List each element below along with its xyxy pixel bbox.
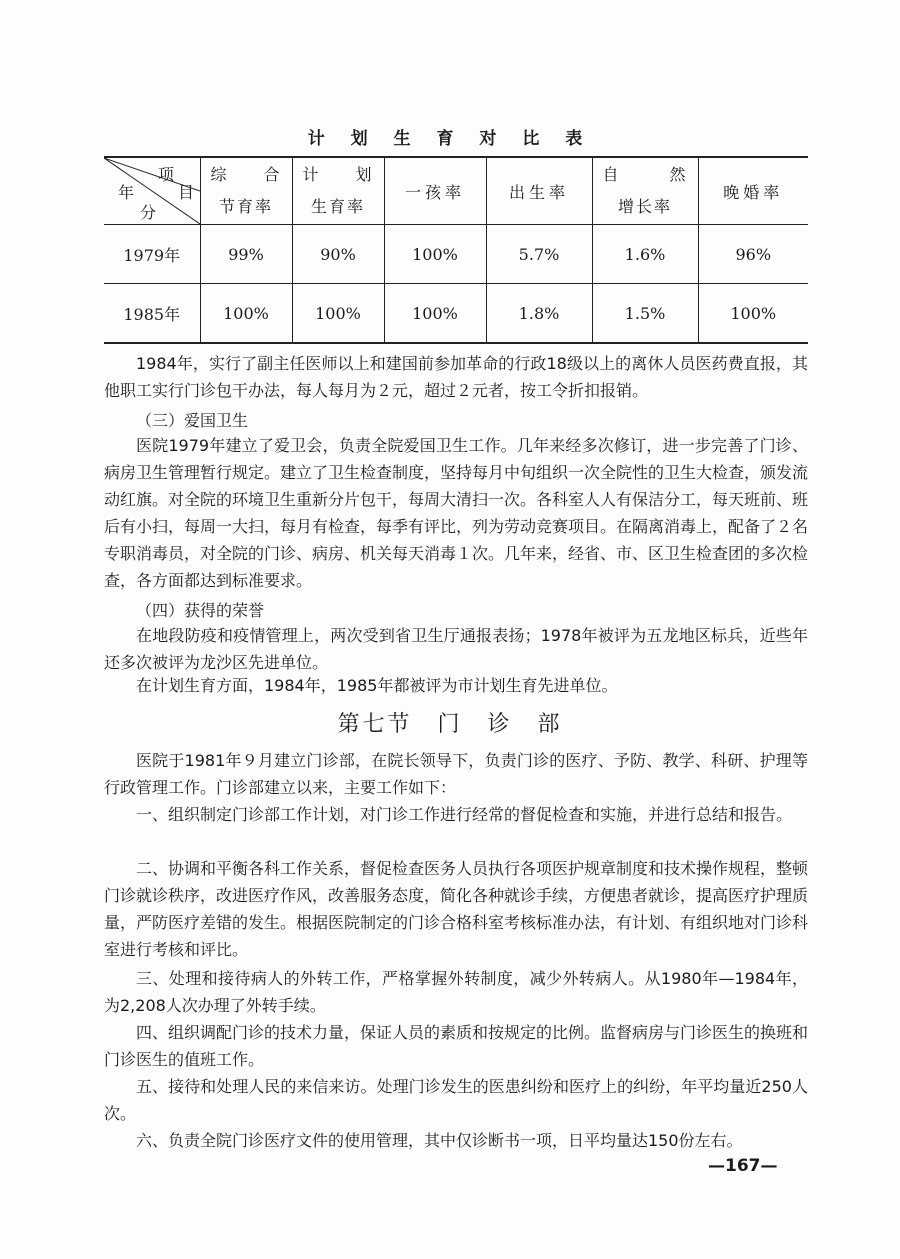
table-cell: 1.6% xyxy=(592,225,698,284)
corner-label-item: 项 xyxy=(158,165,175,184)
family-planning-comparison-table xyxy=(104,156,808,344)
table-cell: 100% xyxy=(384,225,486,284)
table-cell: 100% xyxy=(200,284,292,344)
list-item: 六、负责全院门诊医疗文件的使用管理，其中仅诊断书一项，日平均量达150份左右。 xyxy=(136,1131,743,1150)
col-header-late-marriage: 晚婚率 xyxy=(698,157,808,225)
page-number: —167— xyxy=(708,1156,778,1176)
col-header-contraception: 综 合 节育率 xyxy=(200,157,292,225)
paragraph-family-planning: 在计划生育方面，1984年，1985年都被评为市计划生育先进单位。 xyxy=(136,676,618,695)
table-cell: 5.7% xyxy=(486,225,592,284)
paragraph-honors: 在地段防疫和疫情管理上，两次受到省卫生厅通报表扬；1978年被评为五龙地区标兵，近些年还多次被评为龙沙区先进单位。 xyxy=(104,626,808,672)
table-cell: 99% xyxy=(200,225,292,284)
subheading-patriotic-hygiene: （三）爱国卫生 xyxy=(136,411,249,430)
corner-label-year: 年 xyxy=(118,183,135,202)
table-title: 计 划 生 育 对 比 表 xyxy=(307,129,593,149)
col-header-one-child: 一孩率 xyxy=(384,157,486,225)
list-item: 二、协调和平衡各科工作关系，督促检查医务人员执行各项医护规章制度和技术操作规程，整顿门诊就诊秩序，改进医疗作风，改善服务态度，简化各种就诊手续，方便患者就诊，提高医疗护理质量，严防医疗差错的发生。根据医院制定的门诊合格科室考核标准办法，有计划、有组织地对门诊科室进行考核和评比。 xyxy=(104,859,809,959)
col-header-natural-growth: 自 然 增长率 xyxy=(592,157,698,225)
row-year: 1985年 xyxy=(123,304,181,324)
list-item: 四、组织调配门诊的技术力量，保证人员的素质和按规定的比例。监督病房与门诊医生的换班和门诊医生的值班工作。 xyxy=(104,1023,809,1069)
table-cell: 100% xyxy=(292,284,384,344)
corner-header-cell xyxy=(104,157,200,225)
col-header-birth-rate: 出生率 xyxy=(486,157,592,225)
section-title: 第七节 门 诊 部 xyxy=(337,712,563,737)
list-item: 五、接待和处理人民的来信来访。处理门诊发生的医患纠纷和医疗上的纠纷，年平均量近250人次。 xyxy=(104,1077,808,1123)
table-cell: 1.8% xyxy=(486,284,592,344)
paragraph-outpatient-intro: 医院于1981年９月建立门诊部，在院长领导下，负责门诊的医疗、予防、教学、科研、护理等行政管理工作。门诊部建立以来，主要工作如下： xyxy=(104,751,808,797)
list-item: 三、处理和接待病人的外转工作，严格掌握外转制度，减少外转病人。从1980年—1984年，为2,208人次办理了外转手续。 xyxy=(104,969,808,1015)
corner-label-fen: 分 xyxy=(140,203,157,222)
corner-label-mu: 目 xyxy=(178,183,195,202)
table-cell: 100% xyxy=(384,284,486,344)
table-cell: 96% xyxy=(698,225,808,284)
table-cell: 1.5% xyxy=(592,284,698,344)
subheading-honors: （四）获得的荣誉 xyxy=(136,601,265,620)
table-cell: 100% xyxy=(698,284,808,344)
row-year: 1979年 xyxy=(123,245,181,265)
col-header-planned-birth: 计 划 生育率 xyxy=(292,157,384,225)
paragraph-hygiene: 医院1979年建立了爱卫会，负责全院爱国卫生工作。几年来经多次修订，进一步完善了门诊、病房卫生管理暂行规定。建立了卫生检查制度，坚持每月中旬组织一次全院性的卫生大检查，颁发流动红旗。对全院的环境卫生重新分片包干，每周大清扫一次。各科室人人有保洁分工，每天班前、班后有小扫，每周一大扫，每月有检查，每季有评比，列为劳动竞赛项目。在隔离消毒上，配备了２名专职消毒员，对全院的门诊、病房、机关每天消毒１次。几年来，经省、市、区卫生检查团的多次检查，各方面都达到标准要求。 xyxy=(104,436,809,590)
list-item: 一、组织制定门诊部工作计划，对门诊工作进行经常的督促检查和实施，并进行总结和报告。 xyxy=(136,805,793,824)
table-row xyxy=(104,284,808,344)
table-cell: 90% xyxy=(292,225,384,284)
paragraph-medical-expense: 1984年，实行了副主任医师以上和建国前参加革命的行政18级以上的离休人员医药费直报，其他职工实行门诊包干办法，每人每月为２元，超过２元者，按工令折扣报销。 xyxy=(104,354,808,400)
table-row xyxy=(104,225,808,284)
table-header-row xyxy=(104,157,808,225)
